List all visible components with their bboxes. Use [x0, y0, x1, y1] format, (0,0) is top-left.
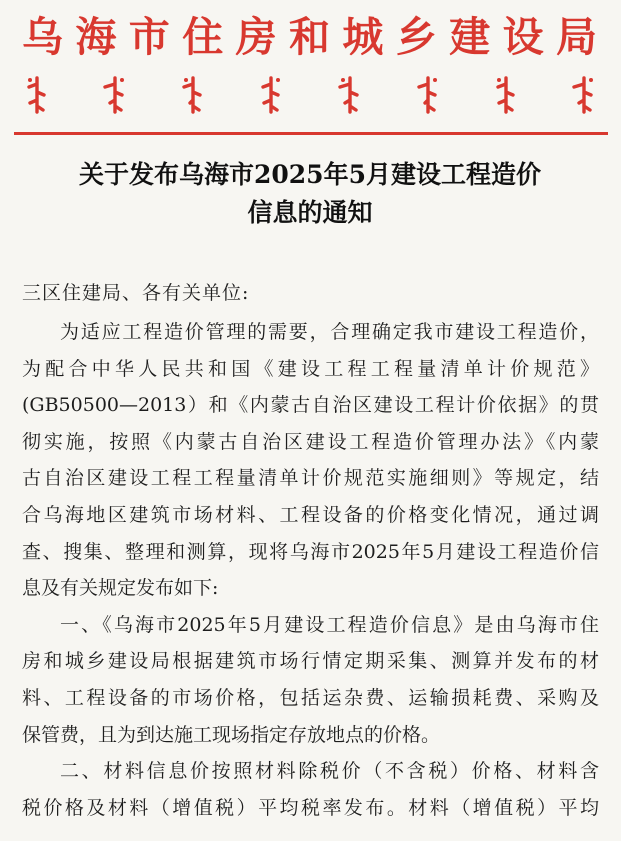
mongolian-script-row [22, 70, 599, 120]
agency-name: 乌海市住房和城乡建设局 [22, 13, 599, 61]
body-line: 古自治区建设工程工程量清单计价规范实施细则》等规定，结 [22, 467, 599, 490]
red-divider [14, 132, 608, 135]
mongolian-script-glyph [256, 75, 286, 115]
body-line: 为适应工程造价管理的需要，合理确定我市建设工程造价， [60, 321, 599, 343]
mongolian-script-glyph [569, 75, 599, 115]
mongolian-script-glyph [491, 75, 521, 115]
body-line: 房和城乡建设局根据建筑市场行情定期采集、测算并发布的材 [22, 650, 599, 673]
body-line: 合乌海地区建筑市场材料、工程设备的价格变化情况，通过调 [22, 503, 599, 526]
body-line: 税价格及材料（增值税）平均税率发布。材料（增值税）平均 [22, 796, 599, 819]
body-line: 查、搜集、整理和测算，现将乌海市2025年5月建设工程造价信 [22, 540, 599, 563]
body-line: 保管费，且为到达施工现场指定存放地点的价格。 [22, 723, 441, 746]
salutation: 三区住建局、各有关单位: [22, 282, 250, 304]
mongolian-script-glyph [413, 75, 443, 115]
body-line: 一、《乌海市2025年5月建设工程造价信息》是由乌海市住 [60, 613, 599, 636]
paragraph-item-1 [22, 607, 599, 753]
document-title-line-2: 信息的通知 [247, 198, 373, 227]
paragraph-item-2 [22, 753, 599, 826]
mongolian-script-glyph [178, 75, 208, 115]
body-line: (GB50500—2013）和《内蒙古自治区建设工程计价依据》的贯 [22, 394, 599, 417]
letterhead [0, 0, 621, 140]
mongolian-script-glyph [22, 75, 52, 115]
mongolian-script-glyph [335, 75, 365, 115]
document-title-line-1: 关于发布乌海市2025年5月建设工程造价 [79, 160, 541, 189]
body-line: 彻实施，按照《内蒙古自治区建设工程造价管理办法》《内蒙 [22, 430, 599, 453]
document-body [22, 314, 599, 826]
paragraph-intro [22, 314, 599, 607]
mongolian-script-glyph [100, 75, 130, 115]
body-line: 二、材料信息价按照材料除税价（不含税）价格、材料含 [60, 760, 599, 783]
body-line: 料、工程设备的市场价格，包括运杂费、运输损耗费、采购及 [22, 686, 599, 709]
document-title [30, 156, 590, 232]
body-line: 为配合中华人民共和国《建设工程工程量清单计价规范》 [22, 357, 599, 380]
body-line: 息及有关规定发布如下: [22, 577, 219, 600]
